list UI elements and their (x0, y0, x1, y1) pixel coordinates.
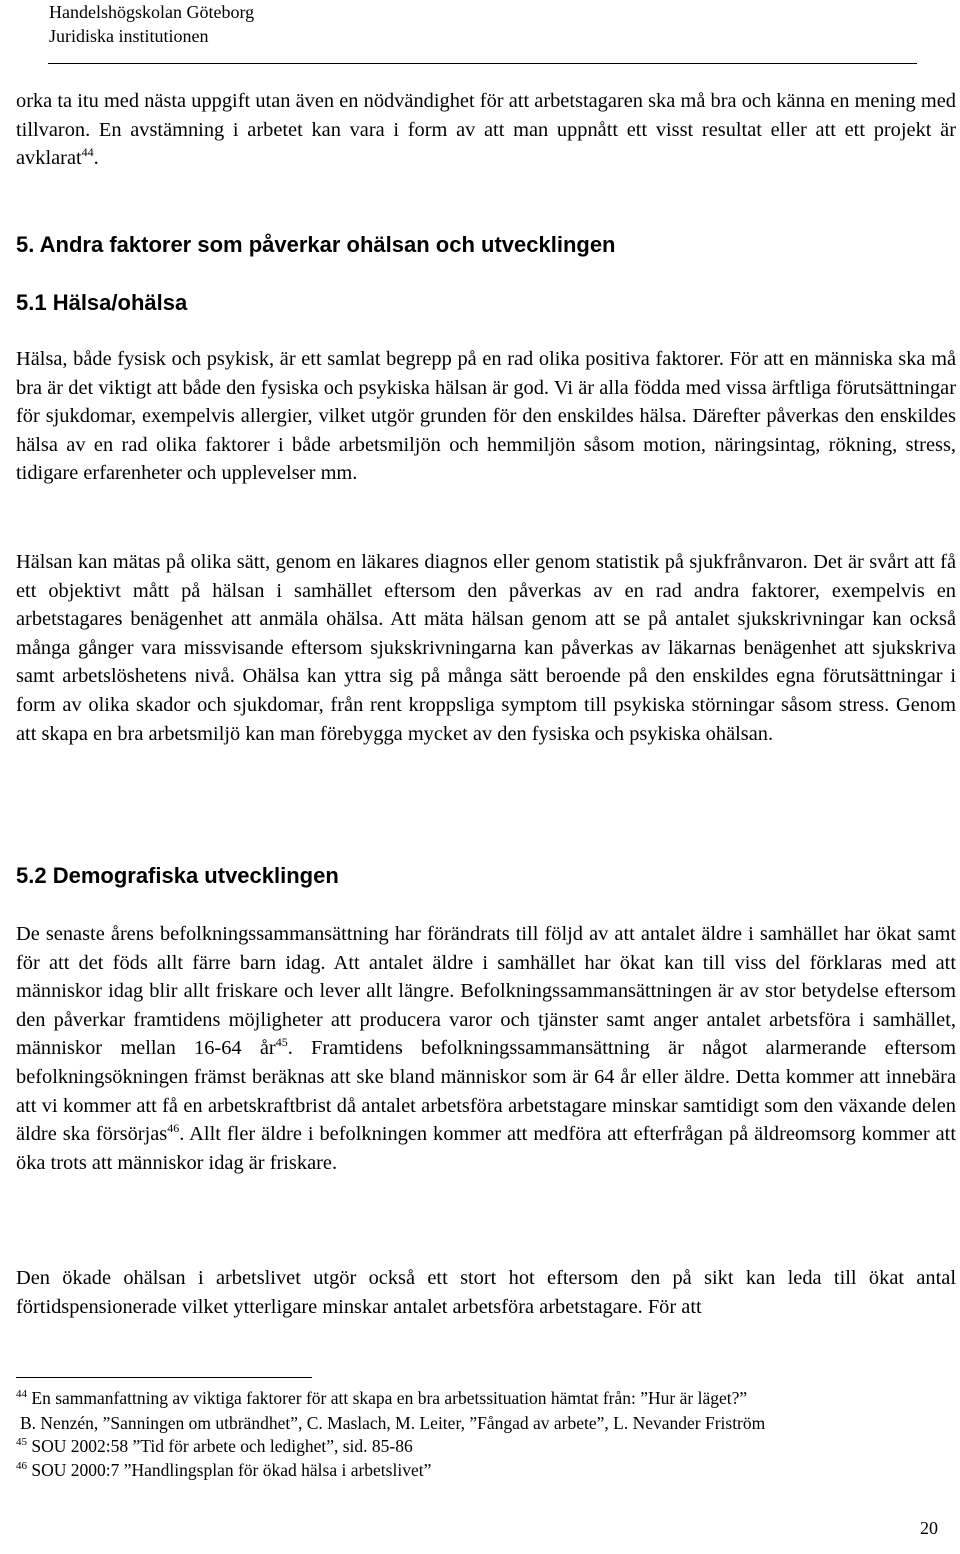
footnote-rule (16, 1377, 312, 1378)
footnote-text: En sammanfattning av viktiga faktorer för att skapa en bra arbetssituation hämtat från: ”Hur är läget?” (27, 1388, 748, 1408)
footnote-ref-44: 44 (81, 145, 94, 160)
paragraph-ill-health: Den ökade ohälsan i arbetslivet utgör också ett stort hot eftersom den på sikt kan leda till ökat antal förtidspensionerade vilket ytterligare minskar antalet arbetsföra arbetstagare. För att (16, 1267, 956, 1318)
footnote-ref-46: 46 (167, 1121, 180, 1136)
footnote-number: 46 (16, 1460, 27, 1472)
footnote-text: B. Nenzén, ”Sanningen om utbrändhet”, C. Maslach, M. Leiter, ”Fångad av arbete”, L. Nevander Friström (20, 1413, 766, 1433)
footnote-text: SOU 2000:7 ”Handlingsplan för ökad hälsa i arbetslivet” (27, 1460, 432, 1480)
paragraph-text-c: . Allt fler äldre i befolkningen kommer att medföra att efterfrågan på äldreomsorg kommer att öka trots att människor idag är friskare. (16, 1123, 957, 1174)
paragraph-text-b: . Framtidens befolkningssammansättning är något alarmerande eftersom befolkningsökningen främst beräknas att ske bland människor som är 64 år eller äldre. Detta kommer att innebära att vi kommer att få en arbetskraftbrist då antalet arbetsföra arbetstagare minskar samtidigt som den växande delen äldre ska försörjas (16, 1037, 956, 1146)
footnote-text: SOU 2002:58 ”Tid för arbete och ledighet”, sid. 85-86 (27, 1436, 413, 1456)
footnote-46 (16, 1459, 946, 1482)
paragraph-text: orka ta itu med nästa uppgift utan även en nödvändighet för att arbetstagaren ska må bra och känna en mening med tillvaron. En avstämning i arbetet kan vara i form av att man uppnått ett visst resultat eller att ett projekt är avklarat (16, 90, 956, 170)
paragraph-end: . (93, 147, 99, 170)
header-department: Juridiska institutionen (49, 26, 209, 46)
section-heading-5: 5. Andra faktorer som påverkar ohälsan och utvecklingen (16, 232, 616, 257)
page-number: 20 (920, 1518, 938, 1538)
header-institution: Handelshögskolan Göteborg (49, 2, 255, 22)
paragraph-continuation (16, 87, 956, 173)
paragraph-measuring-health: Hälsan kan mätas på olika sätt, genom en läkares diagnos eller genom statistik på sjukfrånvaron. Det är svårt att få ett objektivt mått på hälsan i samhället eftersom den påverkas av en rad andra faktorer, exempelvis en arbetstagares benägenhet att anmäla ohälsa. Att mäta hälsan genom att se på antalet sjukskrivningar kan också många gånger vara missvisande eftersom sjukskrivningarna kan påverkas av läkarnas benägenhet att sjukskriva samt arbetslöshetens nivå. Ohälsa kan yttra sig på många sätt beroende på den enskildes egna förutsättningar i form av olika skador och sjukdomar, från rent kroppsliga symptom till psykiska störningar såsom stress. Genom att skapa en bra arbetsmiljö kan man förebygga mycket av den fysiska och psykiska ohälsan. (16, 551, 956, 745)
section-heading-5-1: 5.1 Hälsa/ohälsa (16, 290, 188, 315)
paragraph-text-a: De senaste årens befolkningssammansättning har förändrats till följd av att antalet äldre i samhället har ökat samt för att det föds allt färre barn idag. Att antalet äldre i samhället har ökat kan till viss del förklaras med att människor idag blir allt friskare och lever allt längre. Befolkningssammansättningen är av stor betydelse eftersom den påverkar framtidens möjligheter att producera varor och tjänster samt anger antalet arbetsföra i samhället, människor mellan 16-64 år (16, 923, 956, 1060)
section-heading-5-2: 5.2 Demografiska utvecklingen (16, 863, 339, 888)
header-rule (48, 63, 917, 64)
paragraph-demographics (16, 920, 956, 1177)
footnote-number: 45 (16, 1436, 27, 1448)
footnote-number: 44 (16, 1388, 27, 1400)
footnote-45 (16, 1435, 946, 1458)
footnote-44 (16, 1387, 946, 1410)
footnote-44-continued (20, 1412, 950, 1435)
footnote-ref-45: 45 (275, 1035, 288, 1050)
paragraph-health: Hälsa, både fysisk och psykisk, är ett samlat begrepp på en rad olika positiva faktorer. För att en människa ska må bra är det viktigt att både den fysiska och psykiska hälsan är god. Vi är alla födda med vissa ärftliga förutsättningar för sjukdomar, exempelvis allergier, vilket utgör grunden för den enskildes hälsa. Därefter påverkas den enskildes hälsa av en rad olika faktorer i både arbetsmiljön och hemmiljön såsom motion, näringsintag, rökning, stress, tidigare erfarenheter och upplevelser mm. (16, 348, 956, 485)
